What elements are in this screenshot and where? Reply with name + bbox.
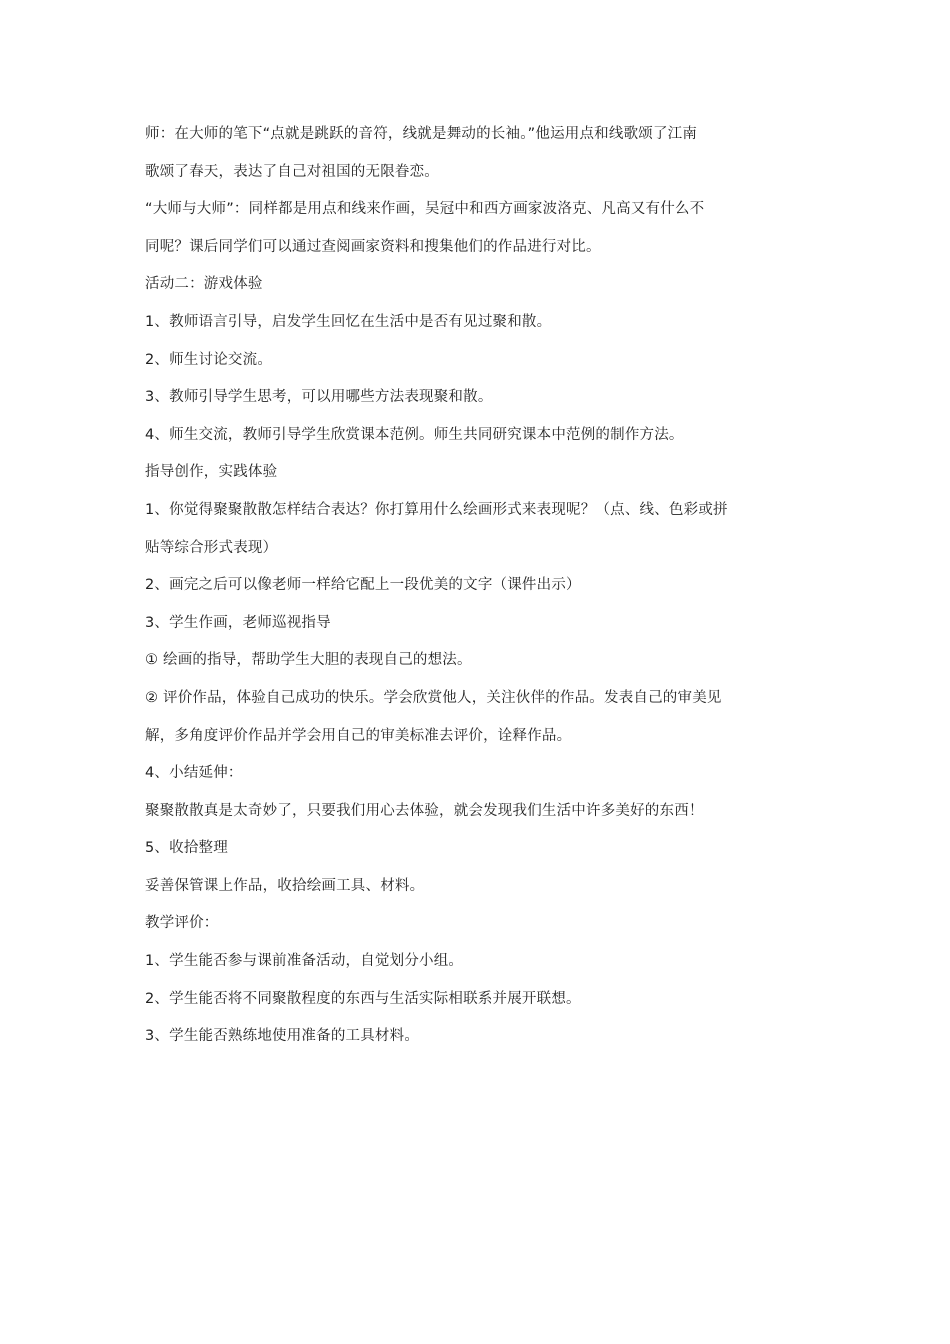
document-body	[145, 116, 813, 1056]
text-line: 1、教师语言引导，启发学生回忆在生活中是否有见过聚和散。	[145, 313, 552, 330]
text-line: 妥善保管课上作品，收拾绘画工具、材料。	[145, 877, 425, 894]
text-line: 贴等综合形式表现）	[145, 539, 278, 556]
text-line: ① 绘画的指导，帮助学生大胆的表现自己的想法。	[145, 652, 472, 669]
text-line: 4、小结延伸：	[145, 765, 243, 782]
text-line: 同呢？课后同学们可以通过查阅画家资料和搜集他们的作品进行对比。	[145, 238, 601, 255]
text-line: 3、学生作画，老师巡视指导	[145, 614, 331, 631]
text-line: 2、画完之后可以像老师一样给它配上一段优美的文字（课件出示）	[145, 577, 581, 594]
text-line: 3、学生能否熟练地使用准备的工具材料。	[145, 1028, 420, 1045]
text-line: ② 评价作品，体验自己成功的快乐。学会欣赏他人，关注伙伴的作品。发表自己的审美见	[145, 689, 722, 706]
section-heading: 指导创作，实践体验	[145, 464, 278, 481]
text-line: 5、收拾整理	[145, 840, 228, 857]
text-line: 3、教师引导学生思考，可以用哪些方法表现聚和散。	[145, 389, 493, 406]
section-heading: 教学评价：	[145, 915, 219, 932]
text-line: 2、师生讨论交流。	[145, 351, 273, 368]
text-line: 师：在大师的笔下“点就是跳跃的音符，线就是舞动的长袖。”他运用点和线歌颂了江南	[145, 126, 698, 142]
text-line: 歌颂了春天，表达了自己对祖国的无限眷恋。	[145, 163, 439, 180]
section-heading: 活动二：游戏体验	[145, 276, 263, 293]
text-line: “大师与大师”：同样都是用点和线来作画，吴冠中和西方画家波洛克、凡高又有什么不	[145, 201, 705, 218]
text-line: 2、学生能否将不同聚散程度的东西与生活实际相联系并展开联想。	[145, 990, 581, 1007]
text-line: 4、师生交流，教师引导学生欣赏课本范例。师生共同研究课本中范例的制作方法。	[145, 426, 684, 443]
text-line: 解，多角度评价作品并学会用自己的审美标准去评价，诠释作品。	[145, 727, 572, 744]
text-line: 1、你觉得聚聚散散怎样结合表达？你打算用什么绘画形式来表现呢？（点、线、色彩或拼	[145, 501, 728, 518]
text-line: 1、学生能否参与课前准备活动，自觉划分小组。	[145, 953, 464, 970]
text-line: 聚聚散散真是太奇妙了，只要我们用心去体验，就会发现我们生活中许多美好的东西！	[145, 802, 704, 819]
